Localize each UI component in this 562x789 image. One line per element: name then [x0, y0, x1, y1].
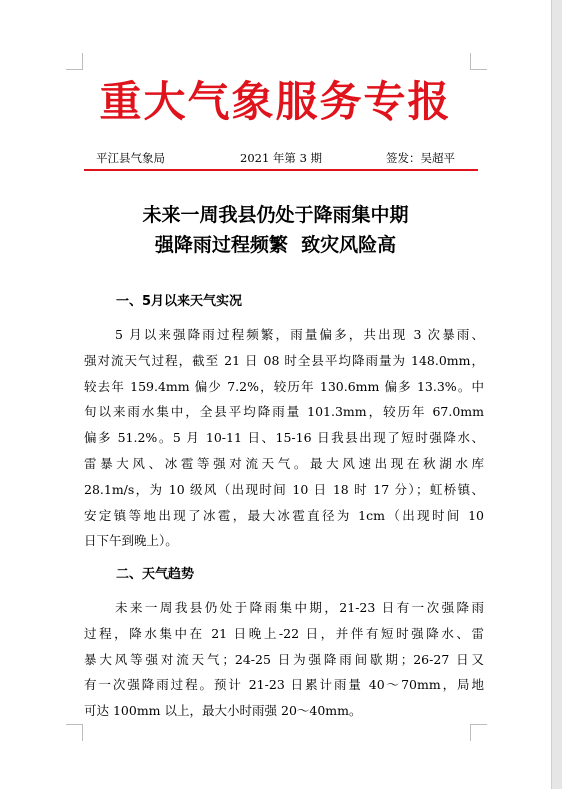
paragraph-line: 安定镇等地出现了冰雹，最大冰雹直径为 1cm（出现时间 10 — [84, 507, 484, 523]
paragraph-line: 偏多 51.2%。5 月 10-11 日、15-16 日我县出现了短时强降水、 — [84, 430, 484, 446]
paragraph-line: 暴大风等强对流天气；24-25 日为强降雨间歇期；26-27 日又 — [84, 651, 484, 667]
vertical-scrollbar[interactable] — [552, 0, 562, 789]
issue-number: 2021 年第 3 期 — [240, 151, 323, 165]
section-heading-2: 二、天气趋势 — [116, 567, 195, 582]
paragraph-line: 日下午到晚上）。 — [84, 533, 178, 549]
paragraph-line: 雷暴大风、冰雹等强对流天气。最大风速出现在秋湖水库 — [84, 455, 484, 471]
crop-mark-top-left — [66, 53, 83, 70]
issuer: 平江县气象局 — [96, 151, 165, 165]
paragraph-line: 有一次强降雨过程。预计 21-23 日累计雨量 40～70mm，局地 — [84, 677, 484, 693]
signer: 签发：吴超平 — [386, 151, 455, 165]
crop-mark-top-right — [470, 53, 487, 70]
paragraph-line: 较去年 159.4mm 偏少 7.2%，较历年 130.6mm 偏多 13.3%。中 — [84, 378, 484, 394]
crop-mark-bottom-left — [66, 724, 83, 741]
headline-line-1: 未来一周我县仍处于降雨集中期 — [142, 204, 409, 226]
paragraph-line: 旬以来雨水集中，全县平均降雨量 101.3mm，较历年 67.0mm — [84, 404, 484, 420]
paragraph-line: 28.1m/s，为 10 级风（出现时间 10 日 18 时 17 分）；虹桥镇、 — [84, 481, 484, 497]
report-title: 重大气象服务专报 — [99, 77, 452, 126]
section-heading-1: 一、5月以来天气实况 — [116, 294, 243, 309]
section-1-paragraph — [84, 322, 484, 554]
header-rule — [84, 169, 478, 171]
section-2-paragraph — [84, 595, 484, 724]
paragraph-line: 未来一周我县仍处于降雨集中期，21-23 日有一次强降雨 — [115, 600, 484, 615]
paragraph-line: 5 月以来强降雨过程频繁，雨量偏多，共出现 3 次暴雨、 — [115, 327, 484, 342]
paragraph-line: 强对流天气过程，截至 21 日 08 时全县平均降雨量为 148.0mm， — [84, 352, 484, 368]
paragraph-line: 过程，降水集中在 21 日晚上-22 日，并伴有短时强降水、雷 — [84, 625, 484, 641]
paragraph-line: 可达 100mm 以上，最大小时雨强 20～40mm。 — [84, 703, 362, 719]
crop-mark-bottom-right — [470, 724, 487, 741]
headline-line-2: 强降雨过程频繁 致灾风险高 — [154, 234, 397, 256]
